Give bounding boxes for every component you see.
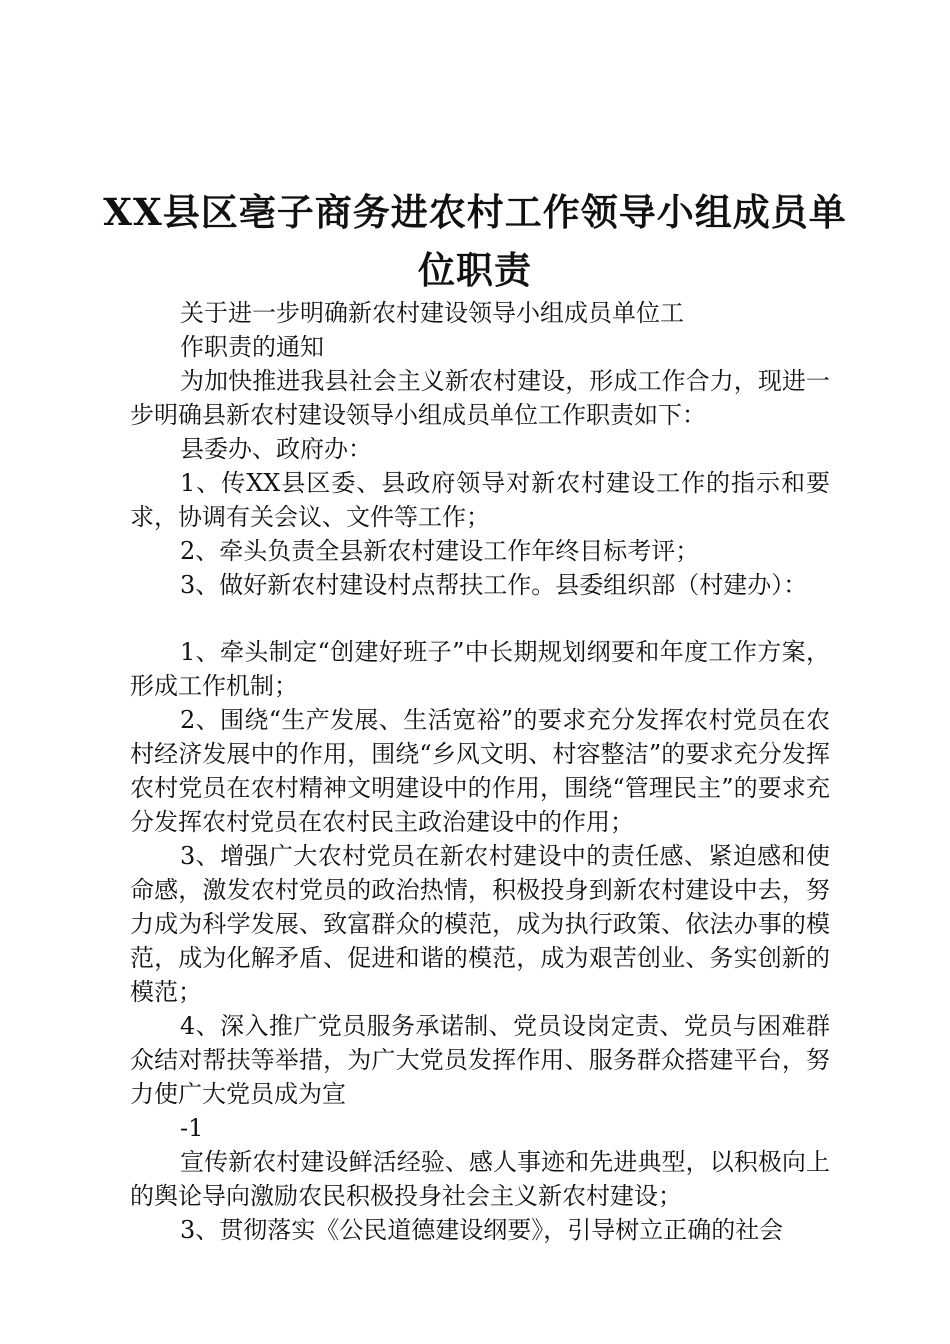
notice-title-line-1: 关于进一步明确新农村建设领导小组成员单位工 (180, 299, 684, 327)
document-body (130, 296, 830, 1247)
section2-item-1: 1、牵头制定“创建好班子”中长期规划纲要和年度工作方案，形成工作机制； (130, 638, 830, 700)
section1-item-2: 2、牵头负责全县新农村建设工作年终目标考评； (180, 537, 700, 565)
notice-title-line-2: 作职责的通知 (180, 333, 324, 361)
section2-item-2: 2、围绕“生产发展、生活宽裕”的要求充分发挥农村党员在农村经济发展中的作用，围绕“乡风文明、村容整洁”的要求充分发挥农村党员在农村精神文明建设中的作用，围绕“管理民主”的要求充分发挥农村党员在农村民主政治建设中的作用； (130, 706, 830, 836)
section-heading-county-office: 县委办、政府办： (180, 435, 372, 463)
section2-item-4: 4、深入推广党员服务承诺制、党员设岗定责、党员与困难群众结对帮扶等举措，为广大党员发挥作用、服务群众搭建平台，努力使广大党员成为宣 (130, 1012, 830, 1108)
intro-paragraph: 为加快推进我县社会主义新农村建设，形成工作合力，现进一步明确县新农村建设领导小组成员单位工作职责如下： (130, 367, 830, 429)
blank-line (130, 602, 830, 635)
page-marker: -1 (180, 1114, 204, 1142)
document-title-line-1: XX县区亳子商务进农村工作领导小组成员单 (103, 190, 847, 234)
section2-item-3: 3、增强广大农村党员在新农村建设中的责任感、紧迫感和使命感，激发农村党员的政治热情，积极投身到新农村建设中去，努力成为科学发展、致富群众的模范，成为执行政策、依法办事的模范，成为化解矛盾、促进和谐的模范，成为艰苦创业、务实创新的模范； (130, 842, 830, 1006)
section3-paragraph-1: 宣传新农村建设鲜活经验、感人事迹和先进典型，以积极向上的舆论导向激励农民积极投身社会主义新农村建设； (130, 1148, 830, 1210)
section1-item-1: 1、传XX县区委、县政府领导对新农村建设工作的指示和要求，协调有关会议、文件等工作； (130, 469, 830, 531)
section3-item-3: 3、贯彻落实《公民道德建设纲要》，引导树立正确的社会 (180, 1216, 784, 1244)
section1-item-3: 3、做好新农村建设村点帮扶工作。县委组织部（村建办）： (180, 571, 808, 599)
document-title-line-2: 位职责 (418, 248, 532, 292)
